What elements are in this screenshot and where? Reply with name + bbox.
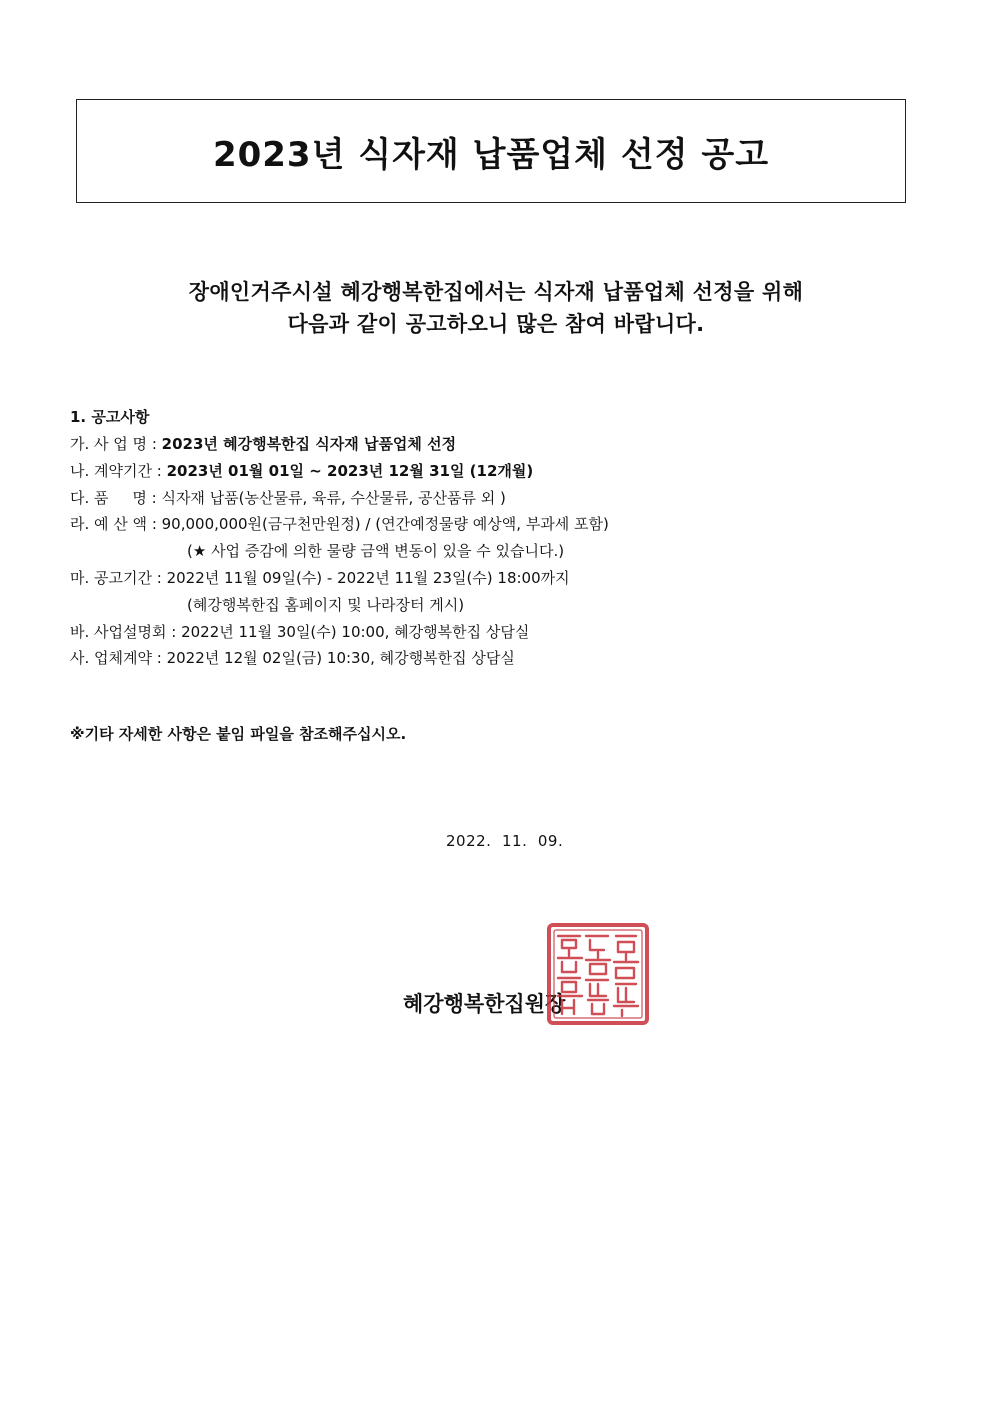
item-product (70, 485, 950, 512)
item-separator: : (147, 435, 162, 453)
document-title: 2023년 식자재 납품업체 선정 공고 (212, 134, 770, 175)
item-notice-period (70, 565, 950, 592)
title-box (76, 99, 906, 203)
signer-name: 혜강행복한집원장 (403, 992, 566, 1016)
item-value: 식자재 납품(농산물류, 육류, 수산물류, 공산품류 외 ) (161, 488, 506, 507)
intro-line-2: 다음과 같이 공고하오니 많은 참여 바랍니다. (287, 312, 705, 336)
intro-line-1: 장애인거주시설 혜강행복한집에서는 식자재 납품업체 선정을 위해 (188, 280, 804, 304)
item-separator: : (146, 488, 162, 507)
item-budget-note (70, 538, 950, 565)
item-label: 사. 업체계약 (70, 649, 152, 668)
item-project-name (70, 431, 950, 458)
item-separator: : (152, 568, 167, 587)
item-separator: : (152, 461, 167, 480)
item-label: 다. 품 명 (70, 488, 147, 507)
item-value: 2022년 11월 09일(수) - 2022년 11월 23일(수) 18:00까지 (166, 568, 570, 587)
item-contract-period (70, 458, 950, 485)
item-briefing (70, 619, 950, 646)
item-label: 가. 사 업 명 (70, 435, 148, 453)
reference-note: ※기타 자세한 사항은 붙임 파일을 참조해주십시오. (70, 725, 407, 743)
item-separator: : (152, 649, 167, 668)
item-value: 2022년 12월 02일(금) 10:30, 혜강행복한집 상담실 (166, 649, 515, 668)
item-continuation: (★ 사업 증감에 의한 물량 금액 변동이 있을 수 있습니다.) (187, 542, 565, 561)
item-value: 90,000,000원(금구천만원정) / (연간예정물량 예상액, 부과세 포함) (161, 515, 609, 534)
item-value: 2023년 01월 01일 ~ 2023년 12월 31일 (12개월) (166, 461, 534, 480)
item-label: 나. 계약기간 (70, 461, 152, 480)
item-contract (70, 645, 950, 672)
issue-date: 2022. 11. 09. (446, 832, 564, 850)
section-heading: 1. 공고사항 (70, 408, 150, 426)
item-label: 라. 예 산 액 (70, 515, 148, 534)
official-seal (546, 922, 650, 1026)
item-label: 바. 사업설명회 (70, 622, 167, 641)
item-value: 2023년 혜강행복한집 식자재 납품업체 선정 (161, 435, 457, 453)
announcement-section (70, 404, 950, 672)
item-label: 마. 공고기간 (70, 568, 152, 587)
intro-paragraph (0, 276, 992, 340)
item-budget (70, 511, 950, 538)
item-notice-note (70, 592, 950, 619)
item-separator: : (166, 622, 182, 641)
item-value: 2022년 11월 30일(수) 10:00, 혜강행복한집 상담실 (181, 622, 530, 641)
item-separator: : (147, 515, 162, 534)
item-continuation: (혜강행복한집 홈페이지 및 나라장터 게시) (187, 595, 465, 614)
